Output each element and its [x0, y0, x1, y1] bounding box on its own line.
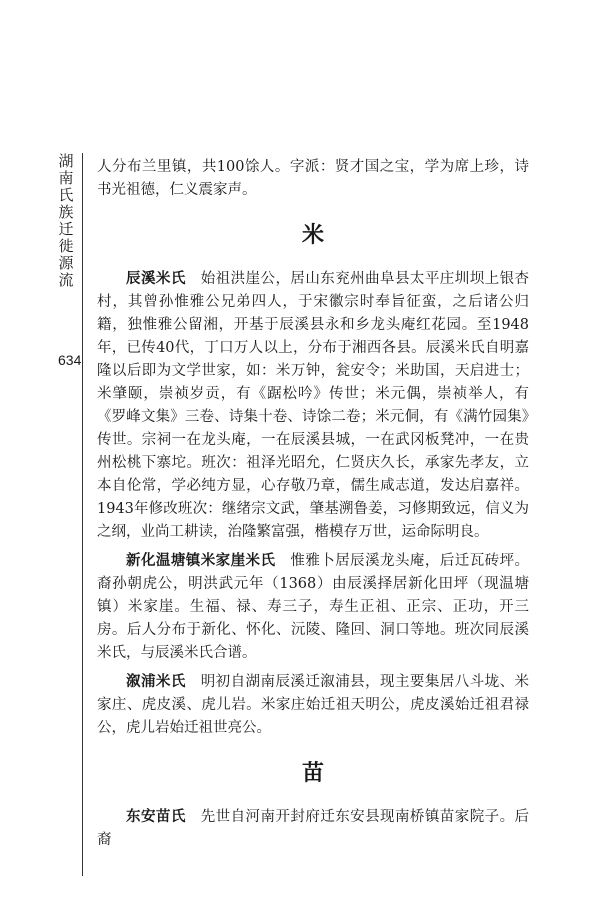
page-body	[97, 156, 529, 852]
entry-lead: 溆浦米氏	[126, 674, 186, 690]
entry-paragraph	[97, 550, 529, 665]
entry-paragraph	[97, 671, 529, 740]
entry-text: 惟雅卜居辰溪龙头庵，后迁瓦砖坪。裔孙朝虎公，明洪武元年（1368）由辰溪择居新化田坪（现温塘镇）米家崖。生福、禄、寿三子，寿生正祖、正宗、正功，开三房。后人分布于新化、怀化、沅陵、隆回、洞口等地。班次同辰溪米氏，与辰溪米氏合谱。	[97, 553, 530, 661]
book-title: 湖南氏族迁徙源流	[58, 152, 74, 289]
entry-text: 先世自河南开封府迁东安县现南桥镇苗家院子。后裔	[97, 809, 530, 848]
section-heading-miao: 苗	[301, 760, 324, 786]
entry-text: 明初自湖南辰溪迁溆浦县，现主要集居八斗垅、米家庄、虎皮溪、虎儿岩。米家庄始迁祖天明公，虎皮溪始迁祖君禄公，虎儿岩始迁祖世亮公。	[97, 674, 530, 736]
entry-text: 始祖洪崖公，居山东兖州曲阜县太平庄圳坝上银杏村，其曾孙惟雅公兄弟四人，于宋徽宗时奉旨征蛮，之后诸公归籍，独惟雅公留湘，开基于辰溪县永和乡龙头庵红花园。至1948年，已传40代，丁口万人以上，分布于湘西各县。辰溪米氏自明嘉隆以后即为文学世家，如：米万钟，瓮安令；米助国，天启进士；米肇颐，崇祯岁贡，有《踞松吟》传世；米元偶，崇祯举人，有《罗峰文集》三卷、诗集十卷、诗馀二卷；米元侗，有《满竹园集》传世。宗祠一在龙头庵，一在辰溪县城，一在武冈板凳冲，一在贵州松桃下寨坨。班次：祖泽光昭允，仁贤庆久长，承家先孝友，立本自伦常，学必纯方显，心存敬乃章，儒生咸志道，发达启嘉祥。1943年修改班次：继绪宗文武，肇基溯鲁姜，习修期致远，信义为之纲，业尚工耕读，治隆繁富强，楷模存万世，运命际明良。	[97, 271, 530, 540]
intro-paragraph: 人分布兰里镇，共100馀人。字派：贤才国之宝，学为席上珍，诗书光祖德，仁义震家声。	[97, 159, 529, 198]
page-number: 634	[58, 352, 82, 368]
entry-paragraph	[97, 268, 529, 544]
entry-lead: 新化温塘镇米家崖米氏	[126, 553, 276, 569]
margin-rule	[82, 153, 83, 876]
entry-paragraph	[97, 806, 529, 852]
section-heading-mi: 米	[301, 222, 324, 248]
entry-lead: 辰溪米氏	[126, 271, 186, 287]
entry-lead: 东安苗氏	[126, 809, 186, 825]
